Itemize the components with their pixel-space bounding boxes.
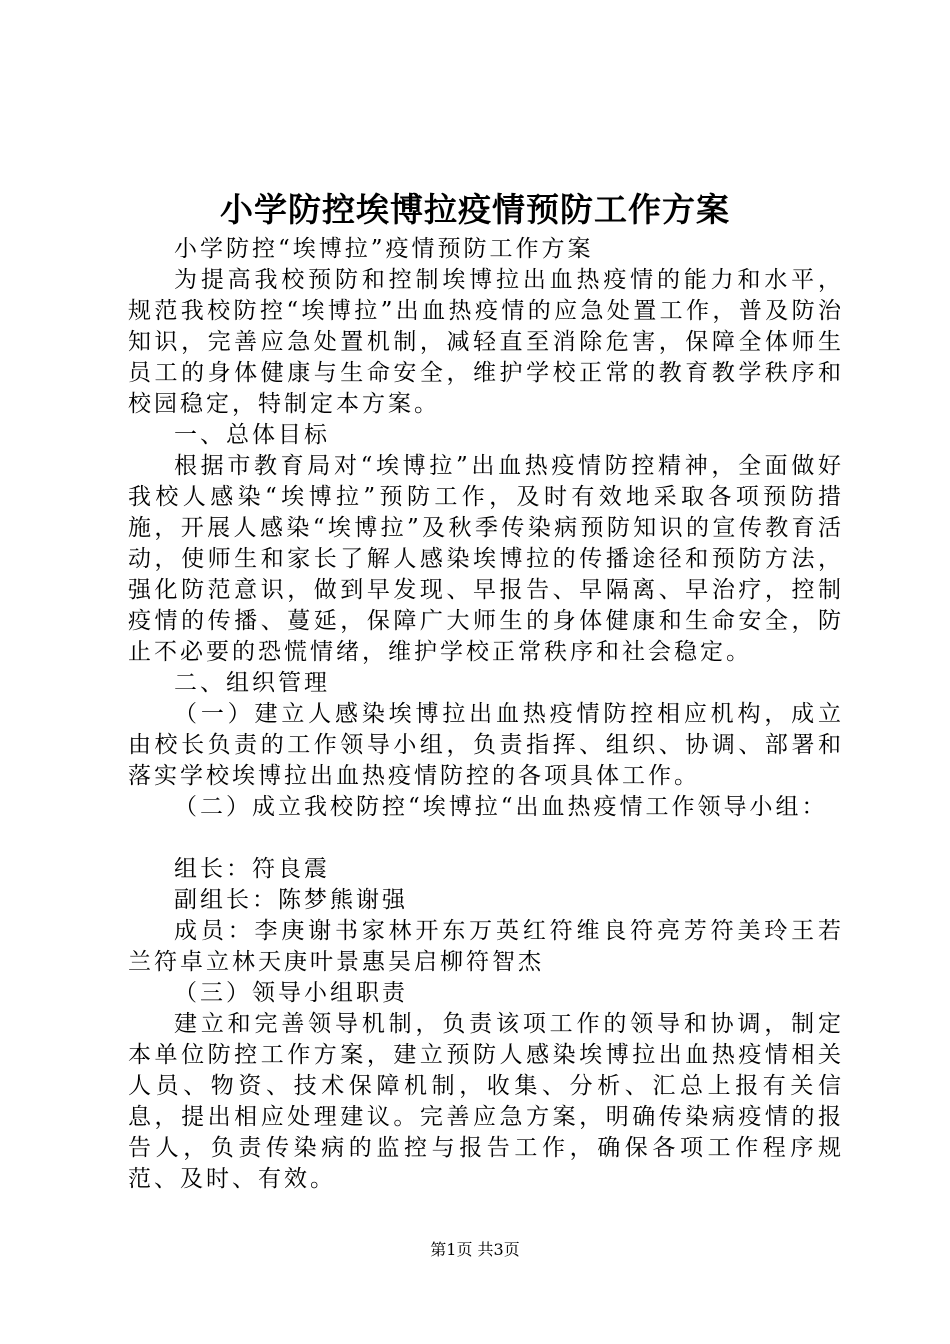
document-body: [128, 234, 844, 1195]
deputy-leader-line: 副组长：陈梦熊谢强: [174, 887, 408, 913]
duties-paragraph: 建立和完善领导机制，负责该项工作的领导和协调，制定本单位防控工作方案，建立预防人感染埃博拉出血热疫情相关人员、物资、技术保障机制，收集、分析、汇总上报有关信息，提出相应处理建议。完善应急方案，明确传染病疫情的报告人，负责传染病的监控与报告工作，确保各项工作程序规范、及时、有效。: [128, 1011, 844, 1192]
intro-paragraph: 为提高我校预防和控制埃博拉出血热疫情的能力和水平，规范我校防控“埃博拉”出血热疫情的应急处置工作，普及防治知识，完善应急处置机制，减轻直至消除危害，保障全体师生员工的身体健康与生命安全，维护学校正常的教育教学秩序和校园稳定，特制定本方案。: [128, 267, 844, 417]
subtitle-paragraph: 小学防控“埃博拉”疫情预防工作方案: [174, 236, 594, 262]
document-title: 小学防控埃博拉疫情预防工作方案: [220, 190, 730, 229]
page-number-footer: 第1页 共3页: [430, 1240, 520, 1259]
section-heading-goal: 一、总体目标: [174, 422, 330, 448]
section-heading-organization: 二、组织管理: [174, 670, 330, 696]
members-paragraph: 成员：李庚谢书家林开东万英红符维良符亮芳符美玲王若兰符卓立林天庚叶景惠吴启柳符智杰: [128, 918, 844, 975]
leader-line: 组长：符良震: [174, 856, 330, 882]
organization-paragraph-1: （一）建立人感染埃博拉出血热疫情防控相应机构，成立由校长负责的工作领导小组，负责指挥、组织、协调、部署和落实学校埃博拉出血热疫情防控的各项具体工作。: [128, 701, 844, 789]
organization-paragraph-2: （二）成立我校防控“埃博拉“出血热疫情工作领导小组：: [174, 794, 828, 820]
goal-paragraph: 根据市教育局对“埃博拉”出血热疫情防控精神，全面做好我校人感染“埃博拉”预防工作，及时有效地采取各项预防措施，开展人感染“埃博拉”及秋季传染病预防知识的宣传教育活动，使师生和家长了解人感染埃博拉的传播途径和预防方法，强化防范意识，做到早发现、早报告、早隔离、早治疗，控制疫情的传播、蔓延，保障广大师生的身体健康和生命安全，防止不必要的恐慌情绪，维护学校正常秩序和社会稳定。: [128, 453, 844, 665]
section-heading-duties: （三）领导小组职责: [174, 980, 408, 1006]
